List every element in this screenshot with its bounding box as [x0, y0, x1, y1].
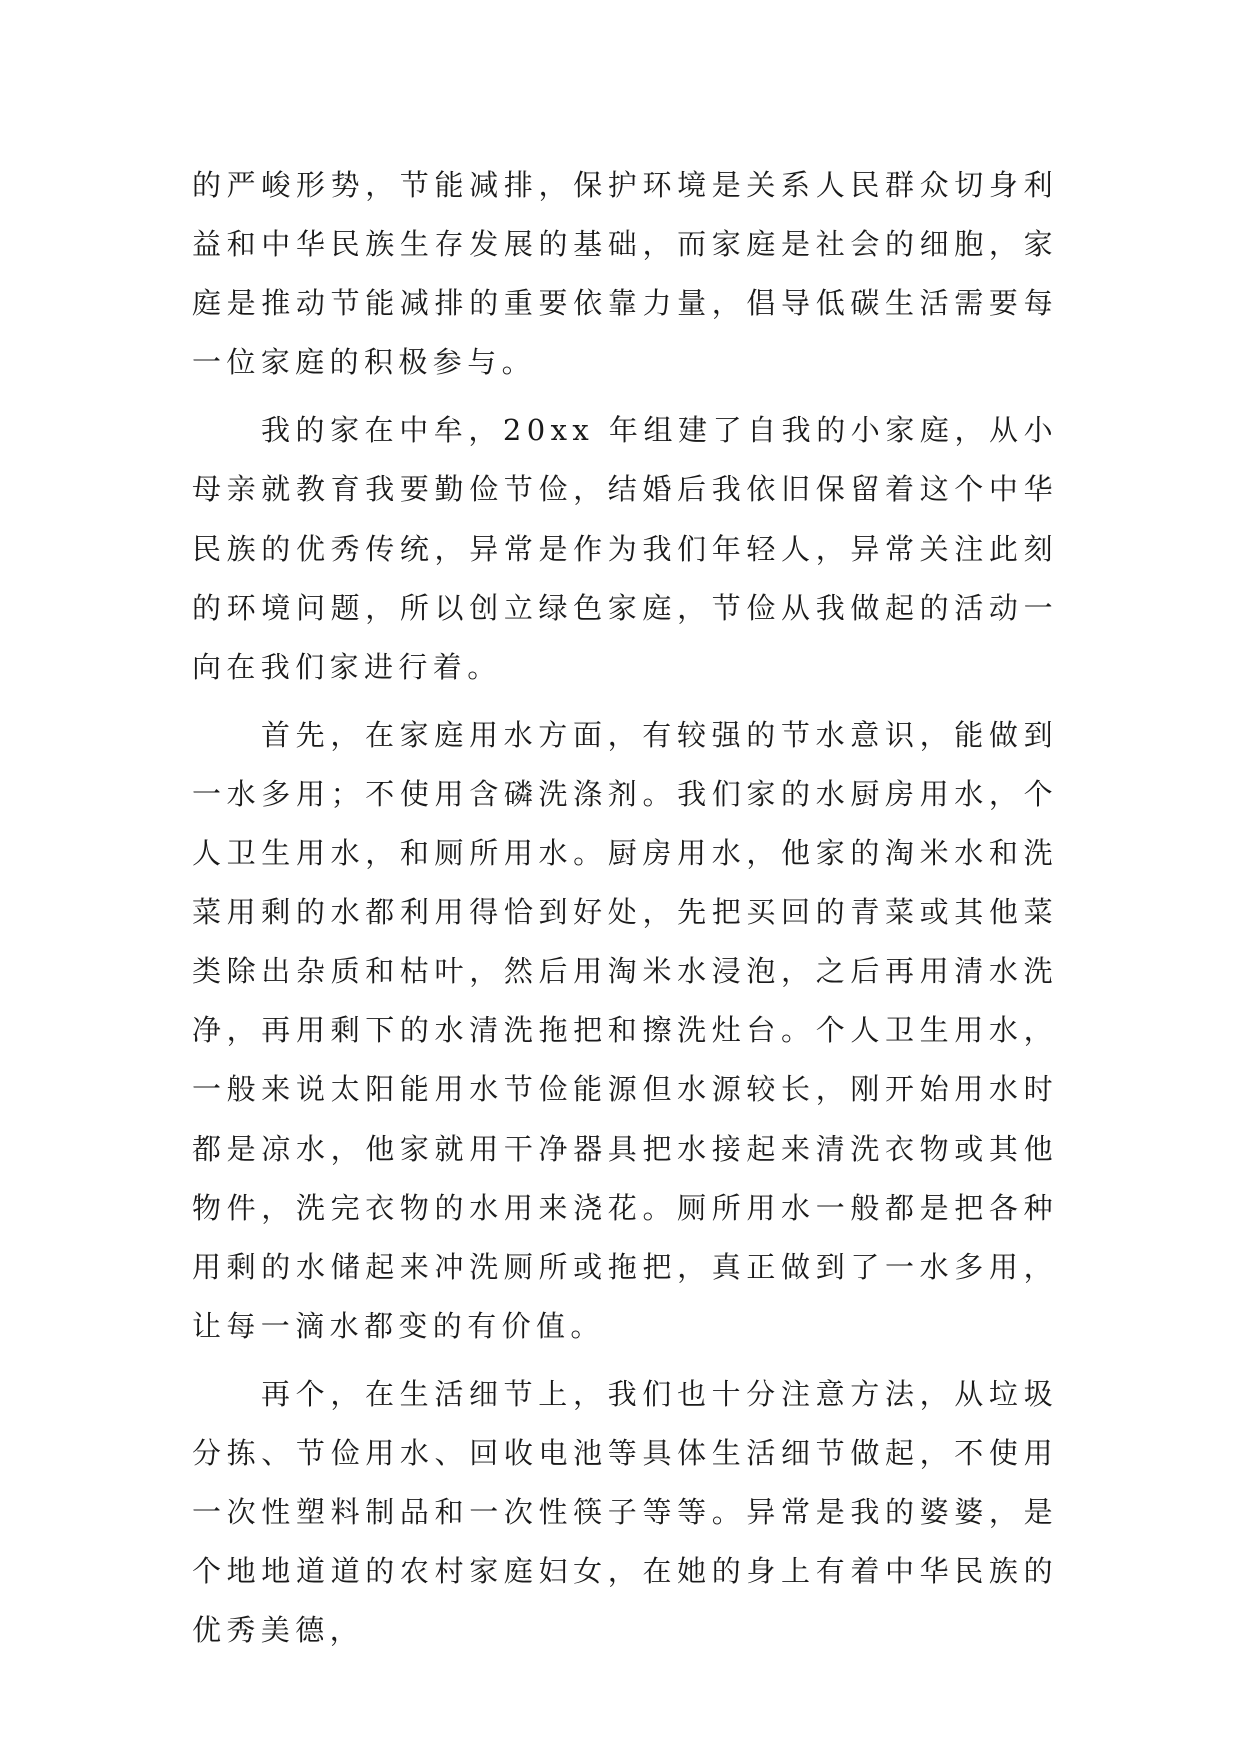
paragraph-1: 的严峻形势，节能减排，保护环境是关系人民群众切身利益和中华民族生存发展的基础，而家庭是社会的细胞，家庭是推动节能减排的重要依靠力量，倡导低碳生活需要每一位家庭的积极参与。	[192, 168, 1058, 380]
document-body	[192, 156, 1058, 1669]
paragraph-4: 再个，在生活细节上，我们也十分注意方法，从垃圾分拣、节俭用水、回收电池等具体生活细节做起，不使用一次性塑料制品和一次性筷子等等。异常是我的婆婆，是个地地道道的农村家庭妇女，在她的身上有着中华民族的优秀美德，	[192, 1376, 1058, 1648]
paragraph-2: 我的家在中牟，20xx 年组建了自我的小家庭，从小母亲就教育我要勤俭节俭，结婚后我依旧保留着这个中华民族的优秀传统，异常是作为我们年轻人，异常关注此刻的环境问题，所以创立绿色家庭，节俭从我做起的活动一向在我们家进行着。	[192, 413, 1058, 684]
paragraph-3: 首先，在家庭用水方面，有较强的节水意识，能做到一水多用；不使用含磷洗涤剂。我们家的水厨房用水，个人卫生用水，和厕所用水。厨房用水，他家的淘米水和洗菜用剩的水都利用得恰到好处，先把买回的青菜或其他菜类除出杂质和枯叶，然后用淘米水浸泡，之后再用清水洗净，再用剩下的水清洗拖把和擦洗灶台。个人卫生用水，一般来说太阳能用水节俭能源但水源较长，刚开始用水时都是凉水，他家就用干净器具把水接起来清洗衣物或其他物件，洗完衣物的水用来浇花。厕所用水一般都是把各种用剩的水储起来冲洗厕所或拖把，真正做到了一水多用，让每一滴水都变的有价值。	[192, 717, 1058, 1343]
